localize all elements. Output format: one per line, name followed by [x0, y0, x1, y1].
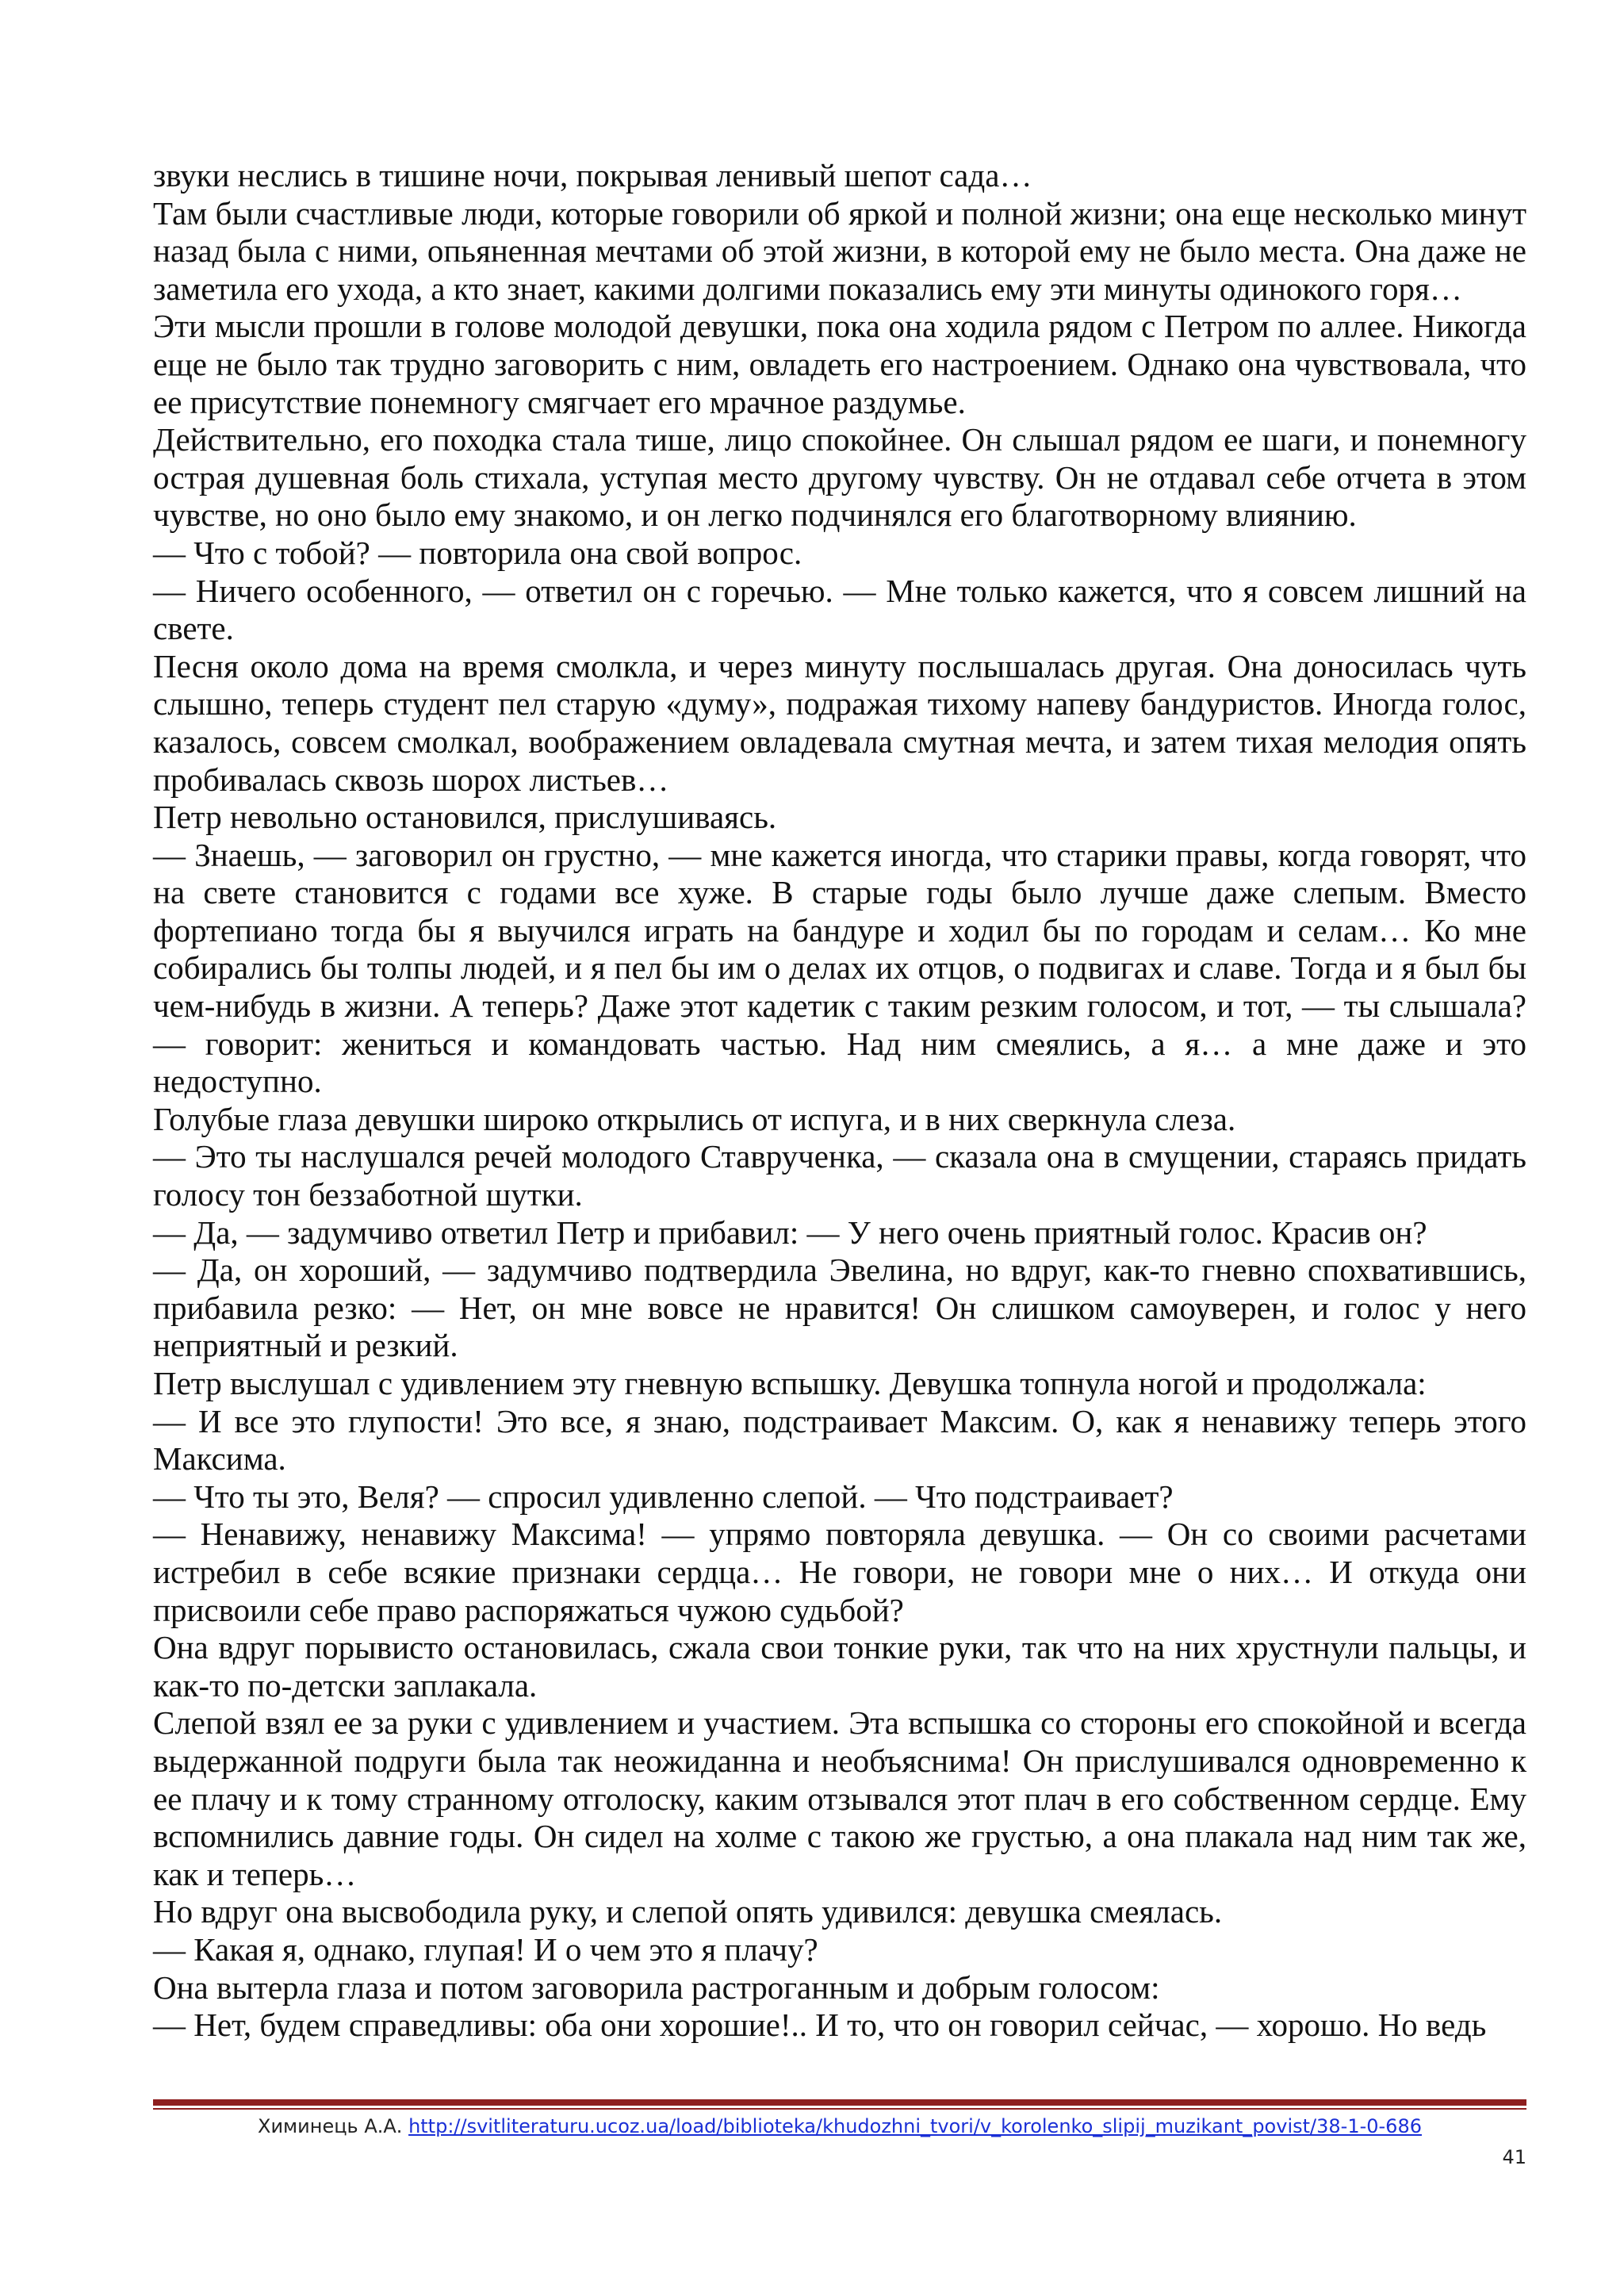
- paragraph: — Да, он хороший, — задумчиво подтвердила Эвелина, но вдруг, как-то гневно спохватившись, прибавила резко: — Нет, он мне вовсе не нравится! Он слишком самоуверен, и голос у него неприятный и резкий.: [153, 1251, 1526, 1364]
- footer-divider-thick: [153, 2099, 1526, 2106]
- paragraph: Эти мысли прошли в голове молодой девушки, пока она ходила рядом с Петром по аллее. Никогда еще не было так трудно заговорить с ним, овладеть его настроением. Однако она чувствовала, что ее присутствие понемногу смягчает его мрачное раздумье.: [153, 308, 1526, 420]
- paragraph: Но вдруг она высвободила руку, и слепой опять удивился: девушка смеялась.: [153, 1893, 1223, 1930]
- paragraph: Слепой взял ее за руки с удивлением и участием. Эта вспышка со стороны его спокойной и всегда выдержанной подруги была так неожиданна и необъяснима! Он прислушивался одновременно к ее плачу и к тому странному отголоску, каким отзывался этот плач в его собственном сердце. Ему вспомнились давние годы. Он сидел на холме с такою же грустью, а она плакала над ним так же, как и теперь…: [153, 1704, 1526, 1892]
- footer-source-link[interactable]: http://svitliteraturu.ucoz.ua/load/biblioteka/khudozhni_tvori/v_korolenko_slipij_muzikant_povist/38-1-0-686: [408, 2115, 1422, 2137]
- paragraph: Там были счастливые люди, которые говорили об яркой и полной жизни; она еще несколько минут назад была с ними, опьяненная мечтами об этой жизни, в которой ему не было места. Она даже не заметила его ухода, а кто знает, какими долгими показались ему эти минуты одинокого горя…: [153, 194, 1526, 307]
- paragraph: — Какая я, однако, глупая! И о чем это я плачу?: [153, 1930, 818, 1968]
- paragraph: звуки неслись в тишине ночи, покрывая ленивый шепот сада…: [153, 157, 1032, 194]
- text-body: [153, 157, 1526, 2045]
- paragraph: Действительно, его походка стала тише, лицо спокойнее. Он слышал рядом ее шаги, и понемногу острая душевная боль стихала, уступая место другому чувству. Он не отдавал себе отчета в этом чувстве, но оно было ему знакомо, и он легко подчинялся его благотворному влиянию.: [153, 421, 1526, 534]
- footer-divider-thin: [153, 2108, 1526, 2110]
- paragraph: — Знаешь, — заговорил он грустно, — мне кажется иногда, что старики правы, когда говорят, что на свете становится с годами все хуже. В старые годы было лучше даже слепым. Вместо фортепиано тогда бы я выучился играть на бандуре и ходил бы по городам и селам… Ко мне собирались бы толпы людей, и я пел бы им о делах их отцов, о подвигах и славе. Тогда и я был бы чем-нибудь в жизни. А теперь? Даже этот кадетик с таким резким голосом, и тот, — ты слышала? — говорит: жениться и командовать частью. Над ним смеялись, а я… а мне даже и это недоступно.: [153, 836, 1526, 1100]
- paragraph: — Что ты это, Веля? — спросил удивленно слепой. — Что подстраивает?: [153, 1478, 1174, 1515]
- paragraph: Она вытерла глаза и потом заговорила растроганным и добрым голосом:: [153, 1968, 1160, 2006]
- page-number: 41: [1502, 2146, 1526, 2168]
- paragraph: Петр выслушал с удивлением эту гневную вспышку. Девушка топнула ногой и продолжала:: [153, 1365, 1427, 1401]
- paragraph: — Ничего особенного, — ответил он с горечью. — Мне только кажется, что я совсем лишний на свете.: [153, 572, 1526, 647]
- paragraph: — Ненавижу, ненавижу Максима! — упрямо повторяла девушка. — Он со своими расчетами истребил в себе всякие признаки сердца… Не говори, не говори мне о них… И откуда они присвоили себе право распоряжаться чужою судьбой?: [153, 1516, 1526, 1628]
- footer: [153, 2113, 1526, 2140]
- paragraph: — Да, — задумчиво ответил Петр и прибавил: — У него очень приятный голос. Красив он?: [153, 1213, 1427, 1251]
- footer-author: Химинець А.А.: [258, 2115, 403, 2137]
- paragraph: Голубые глаза девушки широко открылись от испуга, и в них сверкнула слеза.: [153, 1100, 1236, 1137]
- paragraph: — Это ты наслушался речей молодого Ставрученка, — сказала она в смущении, стараясь придать голосу тон беззаботной шутки.: [153, 1138, 1526, 1213]
- paragraph: — И все это глупости! Это все, я знаю, подстраивает Максим. О, как я ненавижу теперь этого Максима.: [153, 1402, 1526, 1478]
- paragraph: — Что с тобой? — повторила она свой вопрос.: [153, 534, 802, 571]
- paragraph: Петр невольно остановился, прислушиваясь.: [153, 799, 777, 836]
- paragraph: — Нет, будем справедливы: оба они хорошие!.. И то, что он говорил сейчас, — хорошо. Но ведь: [153, 2007, 1487, 2044]
- paragraph: Она вдруг порывисто остановилась, сжала свои тонкие руки, так что на них хрустнули пальцы, и как-то по-детски заплакала.: [153, 1629, 1526, 1704]
- paragraph: Песня около дома на время смолкла, и через минуту послышалась другая. Она доносилась чуть слышно, теперь студент пел старую «думу», подражая тихому напеву бандуристов. Иногда голос, казалось, совсем смолкал, воображением овладевала смутная мечта, и затем тихая мелодия опять пробивалась сквозь шорох листьев…: [153, 647, 1526, 798]
